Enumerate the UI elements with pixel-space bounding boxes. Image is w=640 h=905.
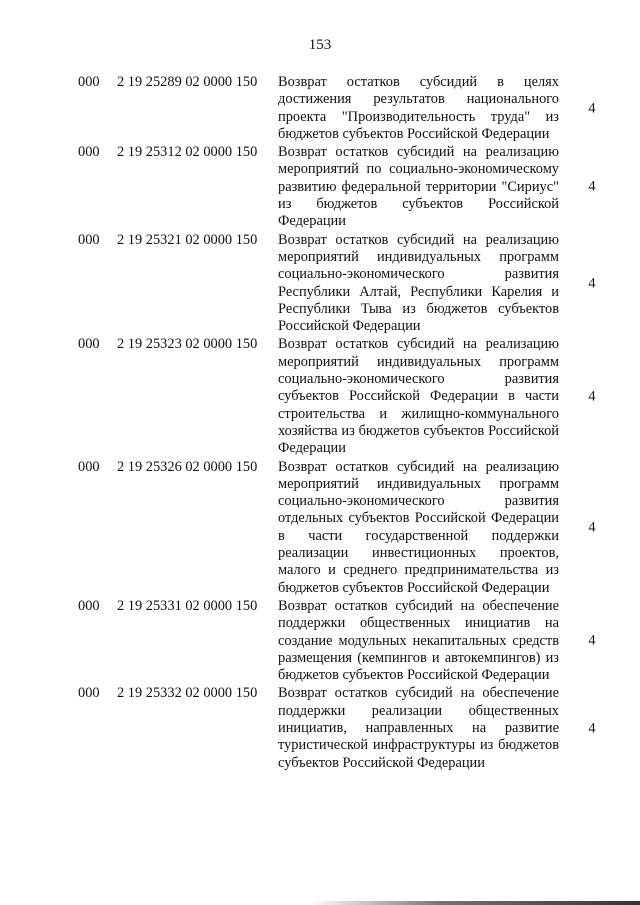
- budget-classification-code: 2 19 25331 02 0000 150: [117, 597, 258, 614]
- income-description: Возврат остатков субсидий на обеспечение поддержки общественных инициатив на создание модульных некапитальных средств размещения (кемпингов и автокемпингов) из бюджетов субъектов Российской Федерации: [278, 597, 559, 684]
- budget-code-table: [0, 74, 640, 773]
- table-row: [0, 232, 640, 336]
- standard-value: 4: [588, 178, 596, 195]
- budget-classification-code: 2 19 25326 02 0000 150: [117, 458, 258, 475]
- table-row: [0, 459, 640, 597]
- income-description: Возврат остатков субсидий на реализацию мероприятий по социально-экономическому развитию федеральной территории "Сириус" из бюджетов субъектов Российской Федерации: [278, 144, 559, 230]
- income-description: Возврат остатков субсидий на обеспечение поддержки реализации общественных инициатив, направленных на развитие туристической инфраструктуры из бюджетов субъектов Российской Федерации: [278, 685, 559, 771]
- standard-value: 4: [588, 719, 596, 736]
- income-description: Возврат остатков субсидий на реализацию мероприятий индивидуальных программ социально-экономического развития отдельных субъектов Российской Федерации в части государственной поддержки реализации инвестиционных проектов, малого и среднего предпринимательства из бюджетов субъектов Российской Федерации: [278, 458, 559, 596]
- budget-classification-code: 2 19 25289 02 0000 150: [117, 74, 258, 90]
- admin-code: 000: [78, 336, 100, 353]
- budget-classification-code: 2 19 25332 02 0000 150: [117, 685, 258, 702]
- budget-classification-code: 2 19 25323 02 0000 150: [117, 336, 258, 353]
- admin-code: 000: [78, 231, 100, 248]
- table-row: [0, 598, 640, 684]
- standard-value: 4: [588, 274, 596, 291]
- standard-value: 4: [588, 388, 596, 405]
- admin-code: 000: [78, 144, 100, 161]
- admin-code: 000: [78, 685, 100, 702]
- budget-classification-code: 2 19 25321 02 0000 150: [117, 231, 258, 248]
- standard-value: 4: [588, 632, 596, 649]
- income-description: Возврат остатков субсидий в целях достижения результатов национального проекта "Производительность труда" из бюджетов субъектов Российской Федерации: [278, 74, 559, 142]
- page-number: 153: [308, 37, 332, 53]
- income-description: Возврат остатков субсидий на реализацию мероприятий индивидуальных программ социально-экономического развития Республики Алтай, Республики Карелия и Республики Тыва из бюджетов субъектов Российской Федерации: [278, 231, 559, 335]
- standard-value: 4: [588, 99, 596, 116]
- admin-code: 000: [78, 597, 100, 614]
- income-description: Возврат остатков субсидий на реализацию мероприятий индивидуальных программ социально-экономического развития субъектов Российской Федерации в части строительства и жилищно-коммунального хозяйства из бюджетов субъектов Российской Федерации: [278, 336, 559, 457]
- table-row: [0, 74, 640, 143]
- admin-code: 000: [78, 74, 100, 90]
- admin-code: 000: [78, 458, 100, 475]
- table-row: [0, 144, 640, 230]
- budget-classification-code: 2 19 25312 02 0000 150: [117, 144, 258, 161]
- table-row: [0, 685, 640, 771]
- scan-edge-shadow: [310, 901, 640, 905]
- table-row: [0, 336, 640, 457]
- standard-value: 4: [588, 519, 596, 536]
